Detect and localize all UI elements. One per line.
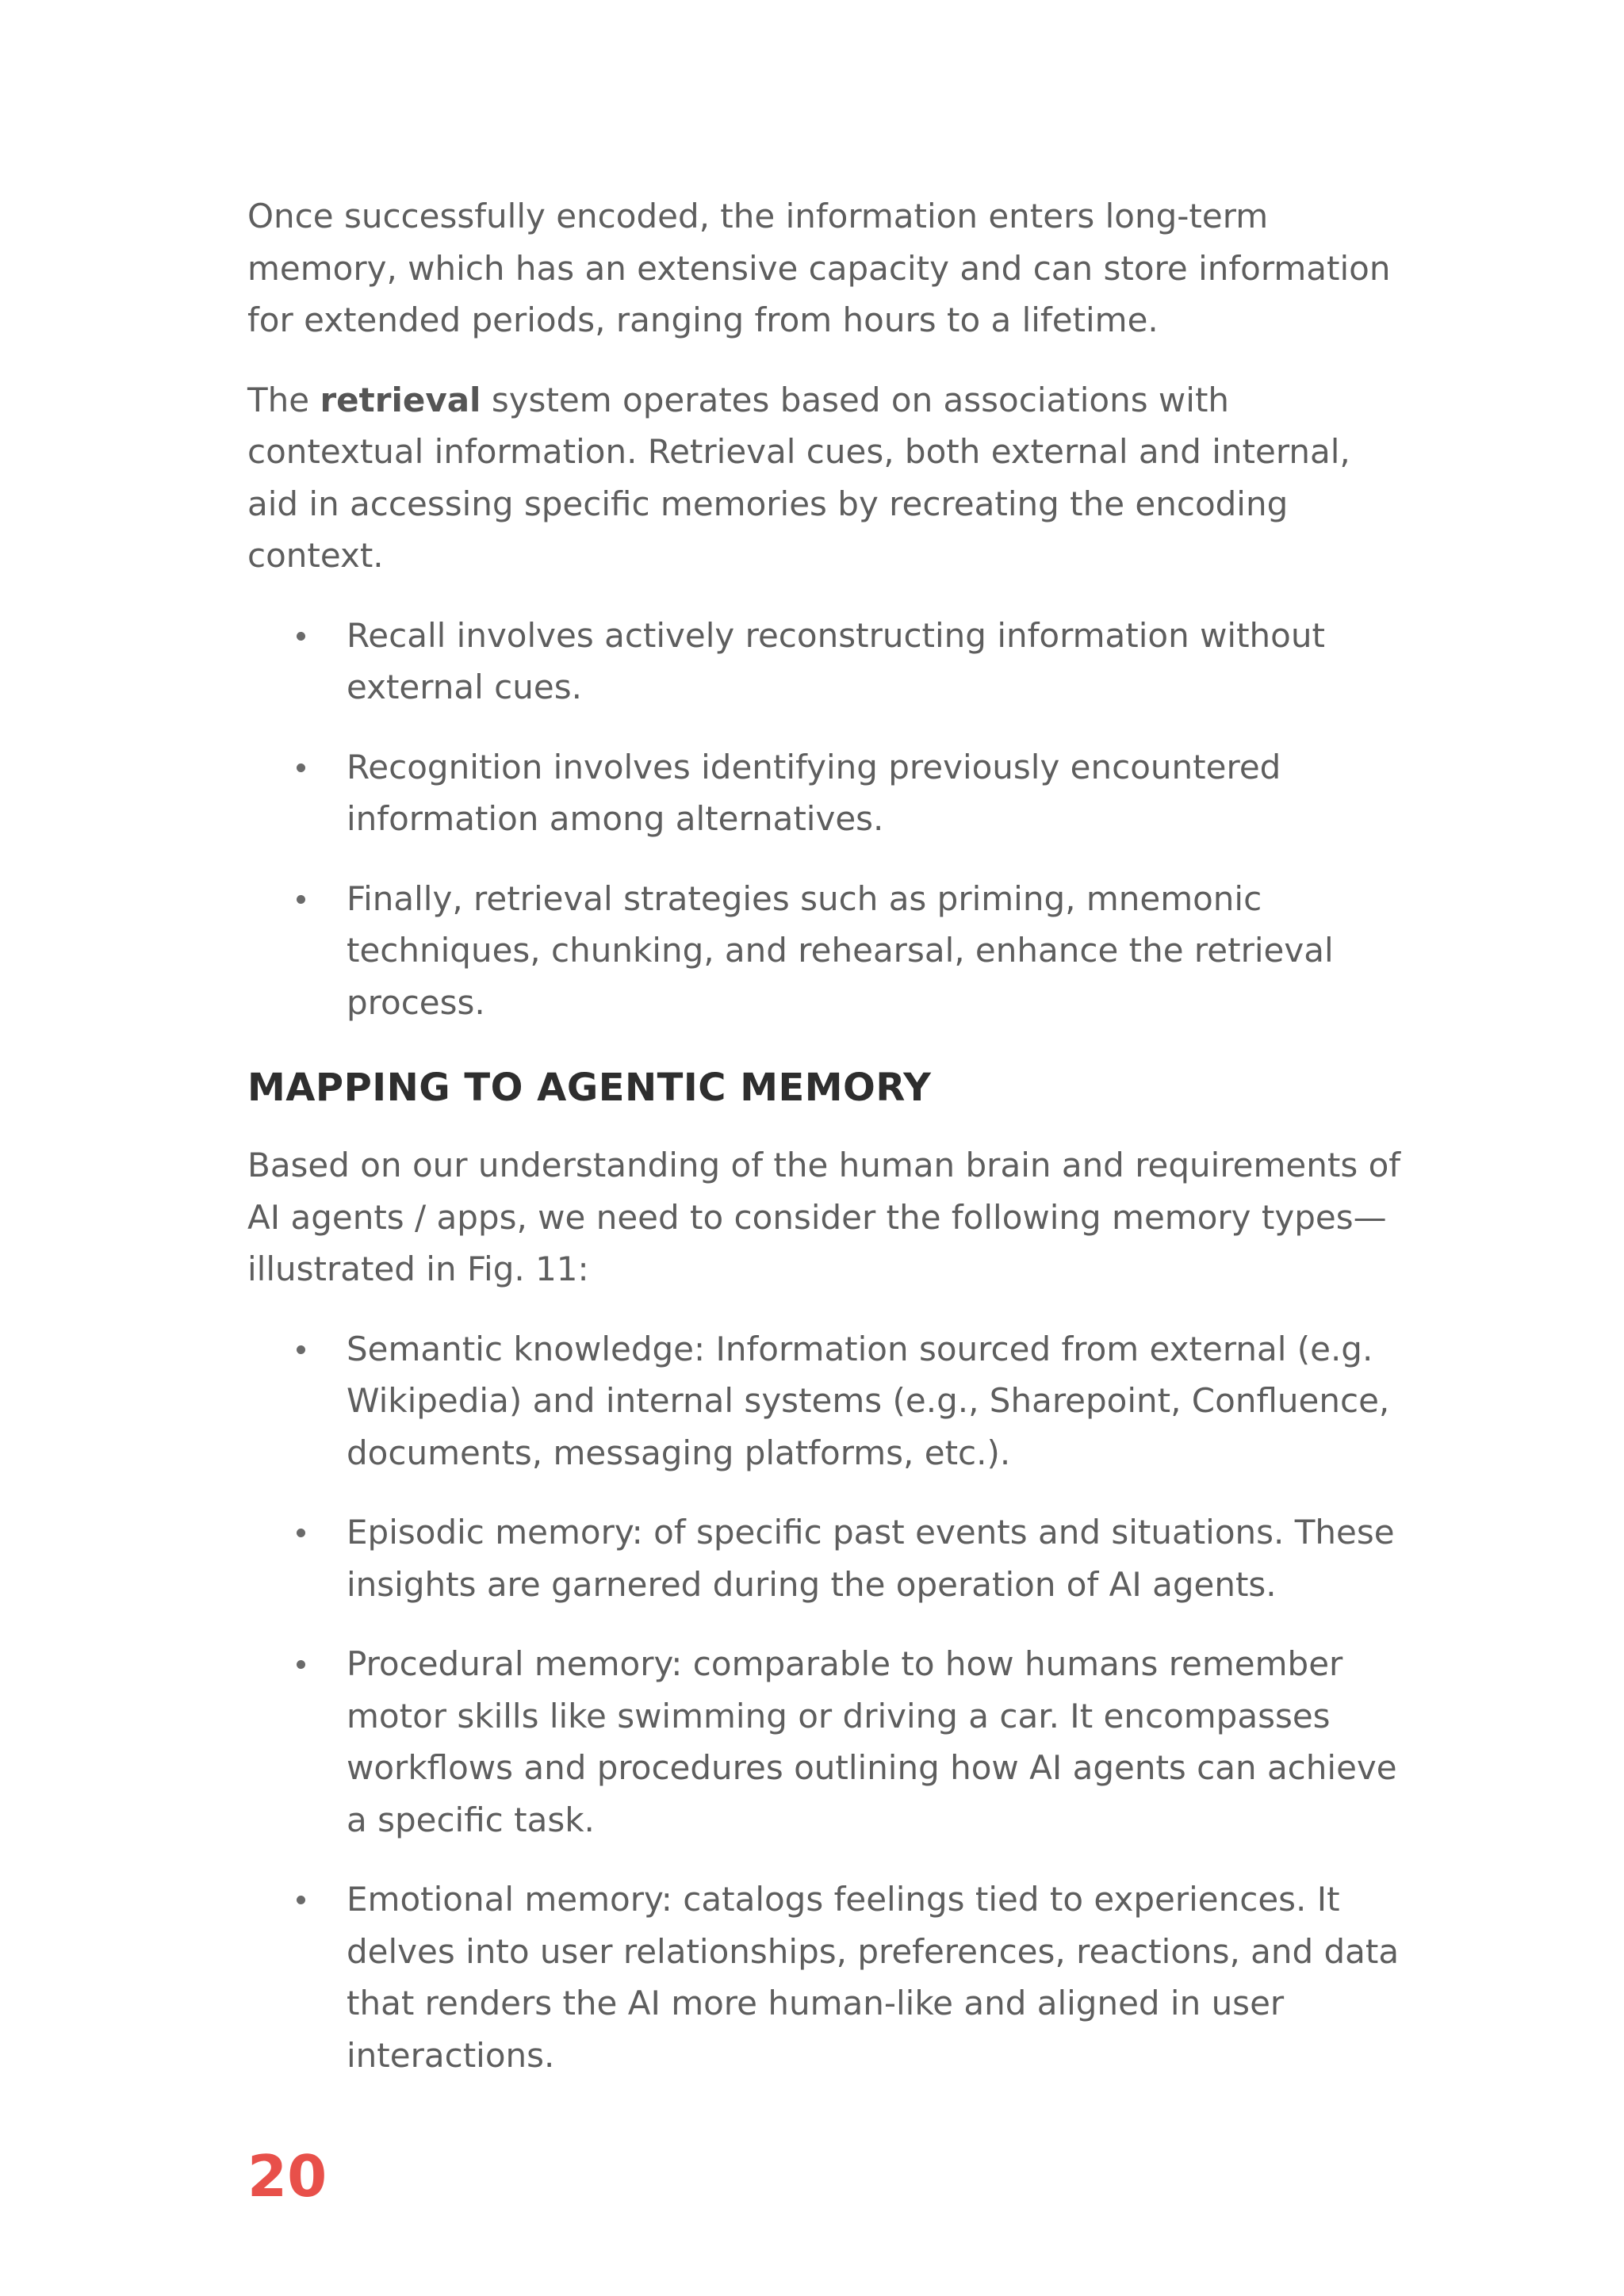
list-item-text: Finally, retrieval strategies such as priming, mnemonic techniques, chunking, and rehearsal, enhance the retrieval process. (347, 878, 1334, 1022)
list-item-text: Semantic knowledge: Information sourced from external (e.g. Wikipedia) and internal systems (e.g., Sharepoint, Confluence, documents, messaging platforms, etc.). (347, 1329, 1390, 1472)
list-item-text: Emotional memory: catalogs feelings tied to experiences. It delves into user relationships, preferences, reactions, and data that renders the AI more human-like and aligned in user interactions. (347, 1880, 1400, 2075)
retrieval-list (247, 610, 1405, 1029)
bullet-icon (297, 1660, 305, 1669)
paragraph-long-term-memory: Once successfully encoded, the information enters long-term memory, which has an extensive capacity and can store information for extended periods, ranging from hours to a lifetime. (247, 197, 1391, 339)
list-item (247, 741, 1405, 845)
bullet-icon (297, 895, 305, 904)
section-intro: Based on our understanding of the human brain and requirements of AI agents / apps, we need to consider the following memory types—illustrated in Fig. 11: (247, 1146, 1401, 1288)
list-item-text: Episodic memory: of specific past events and situations. These insights are garnered during the operation of AI agents. (347, 1513, 1395, 1604)
list-item (247, 1638, 1405, 1846)
bullet-icon (297, 632, 305, 641)
list-item (247, 873, 1405, 1029)
list-item-text: Recognition involves identifying previously encountered information among alternatives. (347, 747, 1281, 838)
bullet-icon (297, 1345, 305, 1354)
bullet-icon (297, 1529, 305, 1537)
section-heading: MAPPING TO AGENTIC MEMORY (247, 1066, 932, 1110)
retrieval-text-post: system operates based on associations with contextual information. Retrieval cues, both external and internal, aid in accessing specific memories by recreating the encoding context. (247, 380, 1350, 575)
list-item-text: Procedural memory: comparable to how humans remember motor skills like swimming or driving a car. It encompasses workflows and procedures outlining how AI agents can achieve a specific task. (347, 1644, 1397, 1839)
bullet-icon (297, 1896, 305, 1904)
retrieval-text-pre: The (247, 380, 320, 419)
bullet-icon (297, 763, 305, 772)
list-item-text: Recall involves actively reconstructing information without external cues. (347, 615, 1325, 706)
page-number: 20 (247, 2143, 327, 2210)
list-item (247, 1873, 1405, 2081)
memory-types-list (247, 1323, 1405, 2082)
page-content (247, 190, 1405, 2081)
retrieval-bold-term: retrieval (320, 380, 481, 419)
list-item (247, 610, 1405, 714)
paragraph-retrieval (247, 374, 1405, 582)
list-item (247, 1323, 1405, 1479)
list-item (247, 1506, 1405, 1610)
